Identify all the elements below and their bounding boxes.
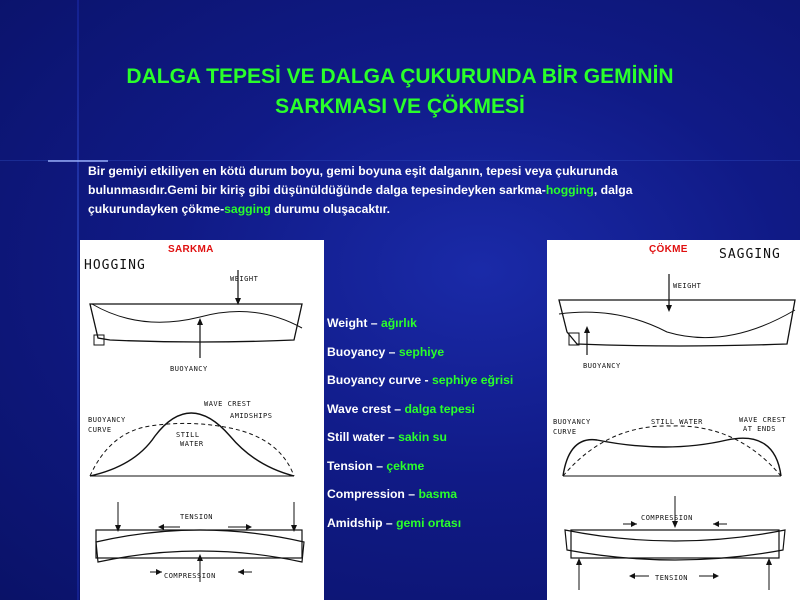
glossary-en: Compression – <box>327 487 419 501</box>
glossary-item-wave-crest <box>327 399 545 428</box>
intro-text-3: durumu oluşacaktır. <box>270 202 391 216</box>
sag-ship-hull <box>559 300 795 346</box>
hog-waterline <box>92 304 302 328</box>
hogging-diagram-panel <box>80 240 324 600</box>
hog-buoyancy-curve-text-1: BUOYANCY <box>88 416 126 424</box>
glossary-en: Wave crest – <box>327 401 405 416</box>
sagging-heading: SAGGING <box>719 247 781 262</box>
sag-wave-crest-text: WAVE CREST <box>739 416 787 424</box>
hogging-diagram <box>80 240 324 600</box>
hog-wave-crest-text: WAVE CREST <box>204 400 252 408</box>
hog-tension-text: TENSION <box>180 513 214 521</box>
sag-at-ends-text: AT ENDS <box>743 425 777 433</box>
decorative-horizontal-line <box>0 160 800 161</box>
sagging-diagram-panel <box>547 240 800 600</box>
sag-buoyancy-arrowhead-left <box>584 326 590 333</box>
sag-compression-arrowhead-left <box>631 521 637 527</box>
glossary-list <box>327 313 545 541</box>
sag-beam-bent <box>565 530 785 560</box>
decorative-vertical-line <box>77 0 79 600</box>
sag-rudder <box>569 333 579 345</box>
glossary-item-still-water <box>327 427 545 456</box>
sag-buoyancy-text: BUOYANCY <box>583 362 621 370</box>
glossary-tr: gemi ortası <box>396 515 462 530</box>
sag-buoyancy-curve-text-1: BUOYANCY <box>553 418 591 426</box>
hog-water-text: WATER <box>180 440 204 448</box>
hog-beam-straight <box>96 530 302 558</box>
cokme-label: ÇÖKME <box>649 244 688 255</box>
page-title <box>80 62 720 122</box>
glossary-en: Amidship – <box>327 515 397 530</box>
hog-compression-text: COMPRESSION <box>164 572 216 580</box>
glossary-item-buoyancy-curve <box>327 370 545 399</box>
glossary-tr: sakin su <box>398 430 447 444</box>
sag-weight-arrowhead <box>666 305 672 312</box>
glossary-tr: dalga tepesi <box>404 401 475 416</box>
glossary-tr: sephiye <box>398 344 445 359</box>
glossary-en: Weight – <box>327 316 381 330</box>
hog-force-right-head <box>291 525 297 532</box>
sag-waterline <box>559 310 795 338</box>
hog-rudder <box>94 335 104 345</box>
sag-tension-arrowhead-right <box>713 573 719 579</box>
sag-wave-curve <box>563 438 781 476</box>
sag-beam-straight <box>571 530 779 558</box>
hog-tension-arrowhead-right <box>246 524 252 530</box>
sag-still-water-text: STILL WATER <box>651 418 703 426</box>
glossary-en: Buoyancy curve - <box>327 373 432 387</box>
glossary-tr: ağırlık <box>380 316 417 330</box>
sag-tension-arrowhead-left <box>629 573 635 579</box>
hog-tension-arrowhead-left <box>158 524 164 530</box>
sag-force-right-head <box>766 558 772 565</box>
glossary-en: Tension – <box>327 458 387 473</box>
intro-text-1: Bir gemiyi etkiliyen en kötü durum boyu, gemi boyuna eşit dalganın, tepesi veya çukurunda bulunmasıdır.Gemi bir kiriş gibi düşünüldüğünde dalga tepesindeyken sarkma- <box>88 164 618 197</box>
glossary-item-weight <box>327 313 545 342</box>
hog-ship-hull <box>90 304 302 342</box>
intro-paragraph <box>88 162 678 219</box>
glossary-tr: çekme <box>386 458 425 473</box>
hog-weight-text: WEIGHT <box>230 275 259 283</box>
sarkma-label: SARKMA <box>168 244 214 255</box>
glossary-item-buoyancy <box>327 342 545 371</box>
glossary-item-compression <box>327 484 545 513</box>
title-line-1: DALGA TEPESİ VE DALGA ÇUKURUNDA BİR GEMİNİN <box>126 65 674 88</box>
sag-force-left-head <box>576 558 582 565</box>
hog-still-text: STILL <box>176 431 200 439</box>
sag-weight-text: WEIGHT <box>673 282 702 290</box>
title-line-2: SARKMASI VE ÇÖKMESİ <box>275 95 525 118</box>
sag-compression-arrowhead-right <box>713 521 719 527</box>
sag-tension-text: TENSION <box>655 574 689 582</box>
glossary-item-tension <box>327 456 545 485</box>
glossary-tr: sephiye eğrisi <box>432 373 514 387</box>
glossary-tr: basma <box>418 487 458 501</box>
hog-buoyancy-arrowhead <box>197 318 203 325</box>
glossary-en: Buoyancy – <box>327 344 399 359</box>
glossary-item-amidship <box>327 513 545 542</box>
glossary-en: Still water – <box>327 430 399 444</box>
sag-compression-text: COMPRESSION <box>641 514 693 522</box>
hog-force-left-head <box>115 525 121 532</box>
sag-still-water-curve <box>563 426 781 476</box>
sag-force-center-head <box>672 521 678 528</box>
sag-buoyancy-curve-text-2: CURVE <box>553 428 577 436</box>
sagging-diagram <box>547 240 800 600</box>
hog-amidships-text: AMIDSHIPS <box>230 412 273 420</box>
sagging-term: sagging <box>224 202 271 216</box>
hog-buoyancy-curve-text-2: CURVE <box>88 426 112 434</box>
hog-buoyancy-text: BUOYANCY <box>170 365 208 373</box>
hog-compression-arrowhead-right <box>238 569 244 575</box>
hogging-heading: HOGGING <box>84 258 146 273</box>
hogging-term: hogging <box>545 183 594 197</box>
hog-compression-arrowhead-left <box>156 569 162 575</box>
intro-text-2: , dalga çukurundayken çökme- <box>88 183 633 216</box>
